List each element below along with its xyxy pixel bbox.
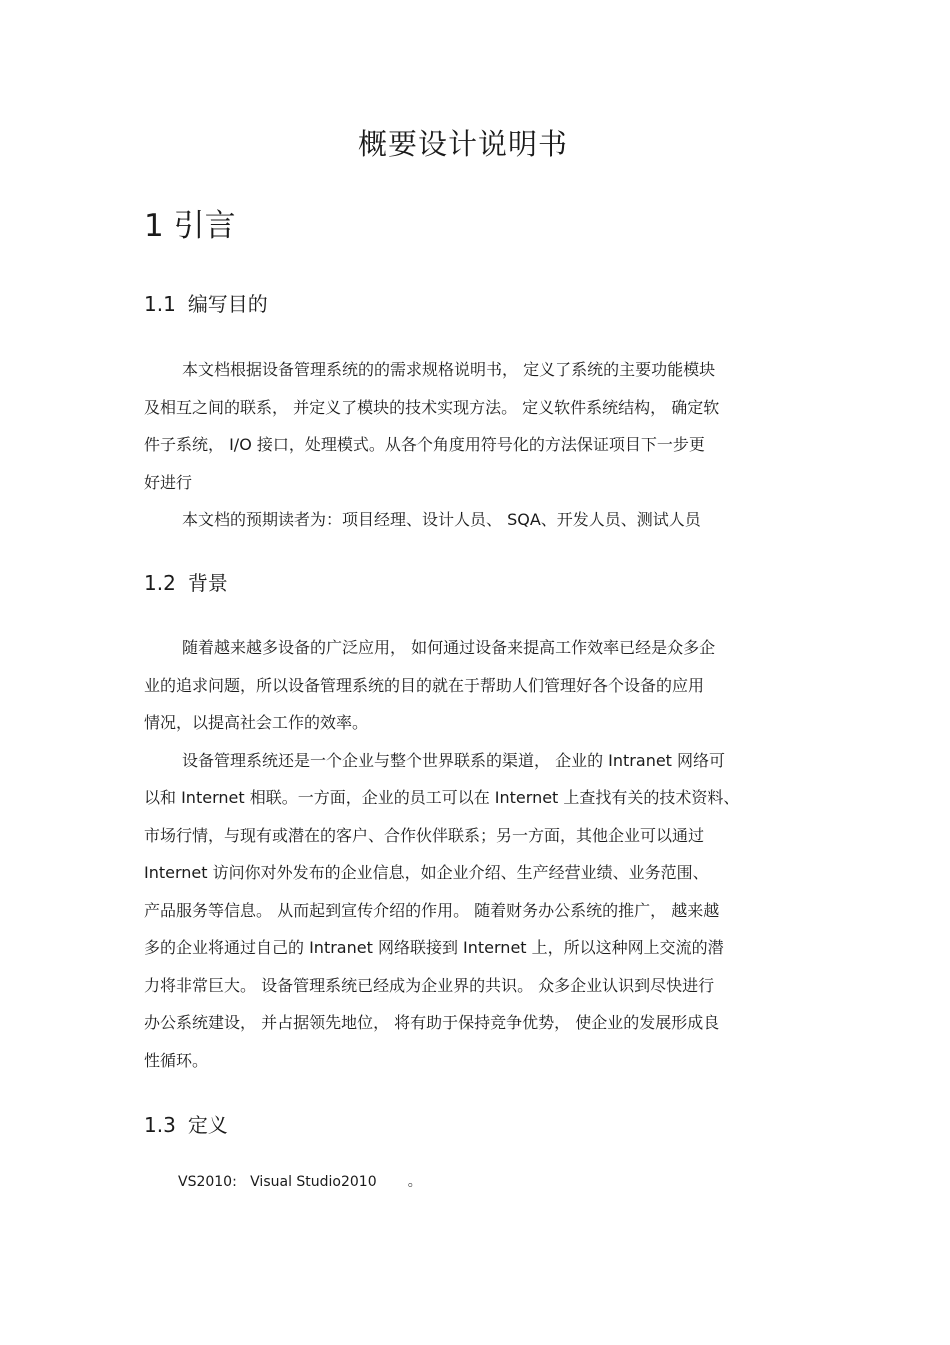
subsection-number: 1.2 xyxy=(144,571,176,595)
paragraph-purpose xyxy=(144,351,824,539)
paragraph-line: 好进行 xyxy=(144,472,193,492)
paragraph-line: 以和 Internet 相联。一方面，企业的员工可以在 Internet 上查找有关的技术资料、 xyxy=(144,788,740,807)
paragraph-line: 性循环。 xyxy=(144,1050,209,1070)
document-title: 概要设计说明书 xyxy=(357,127,568,161)
paragraph-line: Internet 访问你对外发布的企业信息，如企业介绍、生产经营业绩、业务范围、 xyxy=(144,863,709,882)
paragraph-line: 力将非常巨大。 设备管理系统已经成为企业界的共识。 众多企业认识到尽快进行 xyxy=(144,975,715,995)
paragraph-line: 设备管理系统还是一个企业与整个世界联系的渠道， 企业的 Intranet 网络可 xyxy=(182,750,726,770)
subsection-title: 编写目的 xyxy=(187,292,268,316)
section-heading-introduction: 1 引言 xyxy=(144,208,236,244)
paragraph-line: 业的追求问题，所以设备管理系统的目的就在于帮助人们管理好各个设备的应用 xyxy=(144,675,705,695)
subsection-title: 背景 xyxy=(187,571,228,595)
subsection-heading-purpose xyxy=(144,289,268,319)
paragraph-line: 多的企业将通过自己的 Intranet 网络联接到 Internet 上，所以这种网上交流的潜 xyxy=(144,938,724,957)
paragraph-readers: 本文档的预期读者为：项目经理、设计人员、 SQA、开发人员、测试人员 xyxy=(182,510,701,529)
paragraph-line: 情况，以提高社会工作的效率。 xyxy=(144,713,369,732)
definition-vs2010: VS2010: Visual Studio2010 。 xyxy=(178,1174,422,1190)
paragraph-line: 件子系统， I/O 接口，处理模式。从各个角度用符号化的方法保证项目下一步更 xyxy=(144,435,705,454)
subsection-number: 1.1 xyxy=(144,292,176,316)
subsection-heading-definitions xyxy=(144,1110,228,1140)
paragraph-line: 办公系统建设， 并占据领先地位， 将有助于保持竞争优势， 使企业的发展形成良 xyxy=(144,1013,720,1032)
subsection-heading-background xyxy=(144,568,228,598)
paragraph-line: 产品服务等信息。 从而起到宣传介绍的作用。 随着财务办公系统的推广， 越来越 xyxy=(144,900,720,920)
paragraph-line: 随着越来越多设备的广泛应用， 如何通过设备来提高工作效率已经是众多企 xyxy=(182,638,716,657)
paragraph-line: 本文档根据设备管理系统的的需求规格说明书， 定义了系统的主要功能模块 xyxy=(182,360,716,379)
subsection-title: 定义 xyxy=(187,1113,228,1137)
paragraph-background xyxy=(144,629,824,1079)
paragraph-line: 及相互之间的联系， 并定义了模块的技术实现方法。 定义软件系统结构， 确定软 xyxy=(144,397,720,417)
paragraph-line: 市场行情，与现有或潜在的客户、合作伙伴联系；另一方面，其他企业可以通过 xyxy=(144,825,705,845)
subsection-number: 1.3 xyxy=(144,1113,176,1137)
